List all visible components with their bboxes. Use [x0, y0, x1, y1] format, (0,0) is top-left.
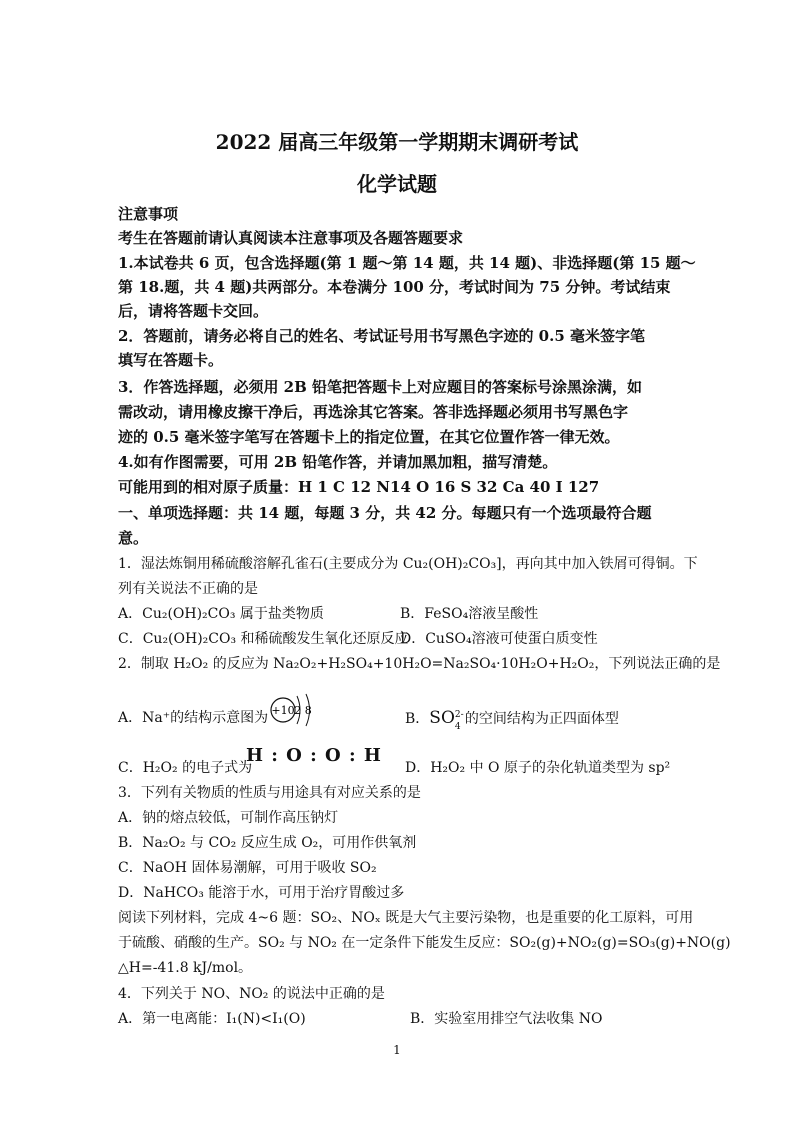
- sulfate-charge: 2-: [454, 710, 464, 720]
- q3-stem: 3．下列有关物质的性质与用途具有对应关系的是: [118, 785, 421, 801]
- q1-option-a: A．Cu₂(OH)₂CO₃ 属于盐类物质: [118, 606, 324, 622]
- sodium-ion-structure-diagram: [268, 690, 328, 730]
- reading-line-3: △H=-41.8 kJ/mol。: [118, 960, 253, 976]
- atomic-masses: 可能用到的相对原子质量：H 1 C 12 N14 O 16 S 32 Ca 40 I 127: [118, 478, 600, 496]
- q3-option-a: A．钠的熔点较低，可制作高压钠灯: [118, 810, 339, 826]
- exam-subtitle: 化学试题: [357, 172, 437, 196]
- section-1-heading: 一、单项选择题：共 14 题，每题 3 分，共 42 分。每题只有一个选项最符合题: [118, 504, 652, 522]
- notice-intro: 考生在答题前请认真阅读本注意事项及各题答题要求: [118, 229, 464, 247]
- notice-line-5: 填写在答题卡。: [118, 351, 224, 369]
- q3-option-c: C．NaOH 固体易潮解，可用于吸收 SO₂: [118, 860, 377, 876]
- notice-line-3: 后，请将答题卡交回。: [118, 302, 269, 320]
- notice-line-7: 需改动，请用橡皮擦干净后，再选涂其它答案。答非选择题必须用书写黑色字: [118, 403, 629, 421]
- q4-stem: 4．下列关于 NO、NO₂ 的说法中正确的是: [118, 986, 385, 1002]
- electron-shell-counts: 2 8: [294, 704, 312, 717]
- reading-line-1: 阅读下列材料，完成 4~6 题：SO₂、NOₓ 既是大气主要污染物，也是重要的化工原料，可用: [118, 910, 694, 926]
- q3-option-b: B．Na₂O₂ 与 CO₂ 反应生成 O₂，可用作供氧剂: [118, 835, 417, 851]
- q4-option-a: A．第一电离能：I₁(N)<I₁(O): [118, 1011, 306, 1027]
- q4-option-b: B．实验室用排空气法收集 NO: [410, 1011, 603, 1027]
- notice-line-9: 4.如有作图需要，可用 2B 铅笔作答，并请加黑加粗，描写清楚。: [118, 453, 558, 471]
- page-number: 1: [393, 1043, 401, 1057]
- q2-stem: 2．制取 H₂O₂ 的反应为 Na₂O₂+H₂SO₄+10H₂O=Na₂SO₄·10H₂O+H₂O₂，下列说法正确的是: [118, 656, 721, 672]
- q1-option-b: B．FeSO₄溶液呈酸性: [400, 606, 539, 622]
- q1-stem-1: 1．湿法炼铜用稀硫酸溶解孔雀石(主要成分为 Cu₂(OH)₂CO₃]，再向其中加入铁屑可得铜。下: [118, 556, 698, 572]
- exam-title: 2022 届高三年级第一学期期末调研考试: [215, 130, 579, 154]
- notice-line-8: 迹的 0.5 毫米签字笔写在答题卡上的指定位置，在其它位置作答一律无效。: [118, 428, 620, 446]
- q1-stem-2: 列有关说法不正确的是: [118, 581, 258, 597]
- notice-line-4: 2．答题前，请务必将自己的姓名、考试证号用书写黑色字迹的 0.5 毫米签字笔: [118, 327, 645, 345]
- notice-line-1: 1.本试卷共 6 页，包含选择题(第 1 题～第 14 题，共 14 题)、非选择题(第 15 题～: [118, 254, 696, 272]
- q2-option-c: C．H₂O₂ 的电子式为: [118, 760, 253, 776]
- q2-option-d: D．H₂O₂ 中 O 原子的杂化轨道类型为 sp²: [405, 760, 671, 776]
- notice-heading: 注意事项: [118, 205, 179, 223]
- hydrogen-peroxide-lewis-structure: H : O : O : H: [246, 745, 382, 766]
- nucleus-charge: +10: [271, 704, 295, 717]
- reading-line-2: 于硫酸、硝酸的生产。SO₂ 与 NO₂ 在一定条件下能发生反应：SO₂(g)+NO₂(g)=SO₃(g)+NO(g): [118, 935, 731, 951]
- notice-line-6: 3．作答选择题，必须用 2B 铅笔把答题卡上对应题目的答案标号涂黑涂满，如: [118, 378, 642, 396]
- q1-option-c: C．Cu₂(OH)₂CO₃ 和稀硫酸发生氧化还原反应: [118, 631, 409, 647]
- q3-option-d: D．NaHCO₃ 能溶于水，可用于治疗胃酸过多: [118, 885, 405, 901]
- sulfate-formula: SO: [429, 708, 455, 728]
- q2-option-b: B．SO 2- 4 的空间结构为正四面体型: [405, 708, 619, 729]
- q2-option-a: A．Na⁺的结构示意图为: [118, 710, 269, 726]
- q2-option-b-text: 的空间结构为正四面体型: [464, 711, 619, 727]
- q1-option-d: D．CuSO₄溶液可使蛋白质变性: [400, 631, 598, 647]
- section-1-heading-cont: 意。: [118, 529, 149, 547]
- sulfate-subscript: 4: [454, 722, 461, 732]
- notice-line-2: 第 18.题，共 4 题)共两部分。本卷满分 100 分，考试时间为 75 分钟。考试结束: [118, 278, 671, 296]
